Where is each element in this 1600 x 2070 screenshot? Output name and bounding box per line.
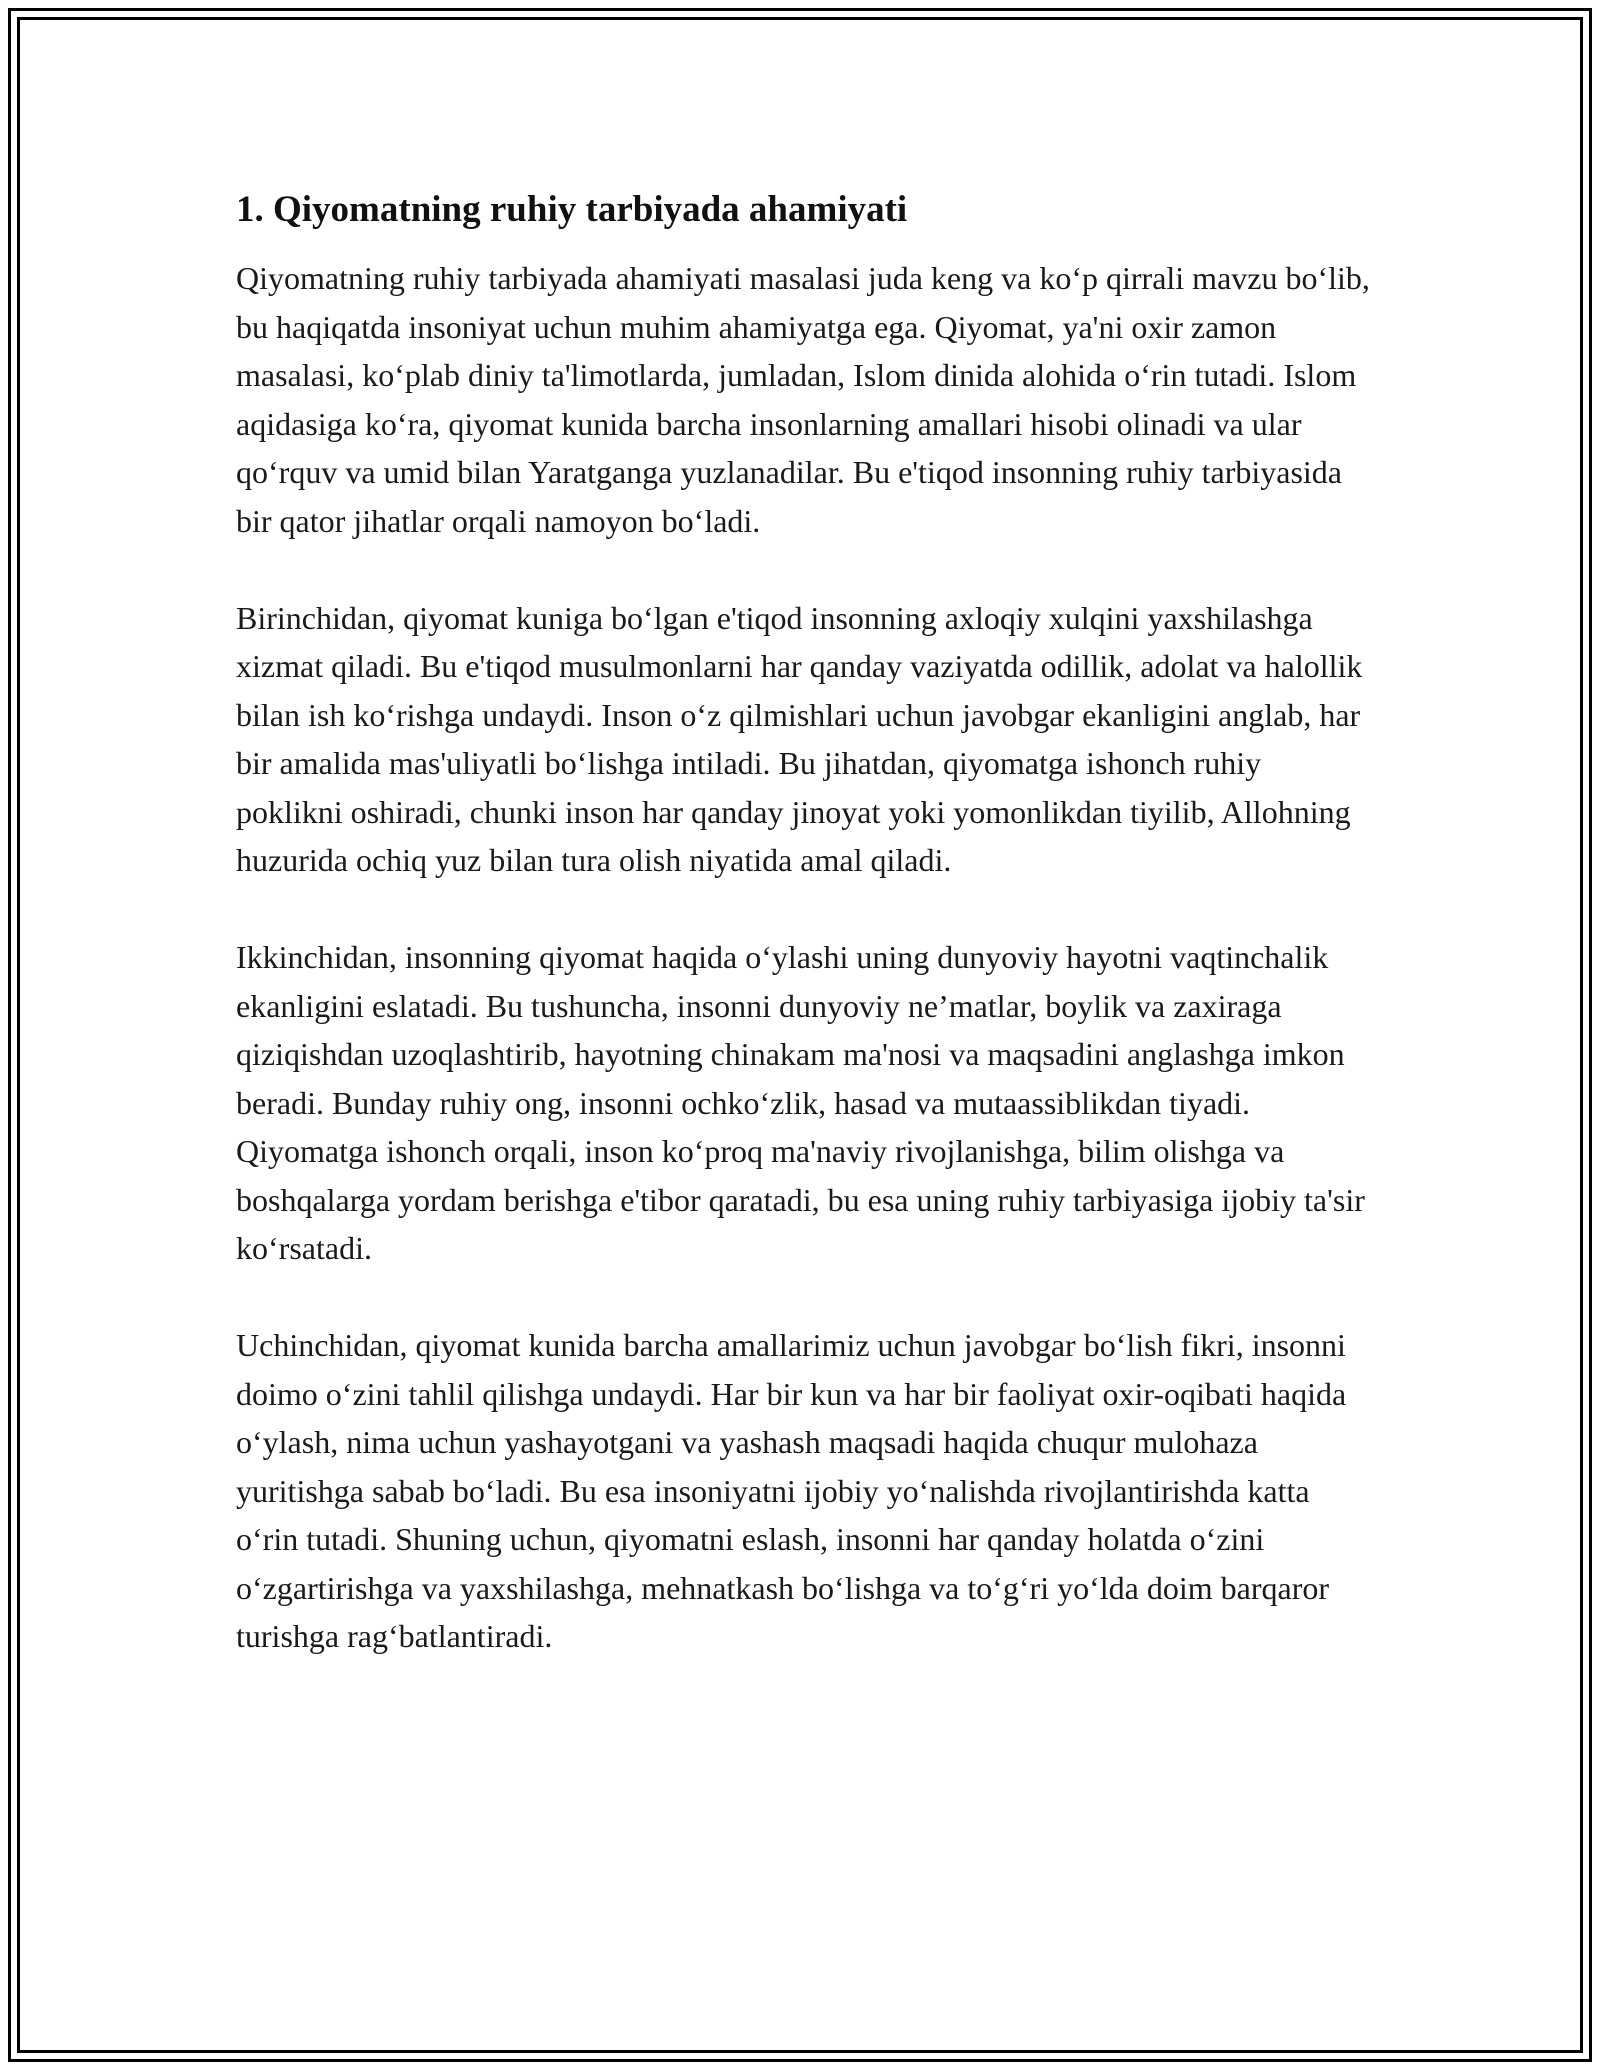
paragraph-2: Birinchidan, qiyomat kuniga bo‘lgan e'tiqod insonning axloqiy xulqini yaxshilashga xizmat qiladi. Bu e'tiqod musulmonlarni har qanday vaziyatda odillik, adolat va halollik bilan ish ko‘rishga undaydi. Inson o‘z qilmishlari uchun javobgar ekanligini anglab, har bir amalida mas'uliyatli bo‘lishga intiladi. Bu jihatdan, qiyomatga ishonch ruhiy poklikni oshiradi, chunki inson har qanday jinoyat yoki yomonlikdan tiyilib, Allohning huzurida ochiq yuz bilan tura olish niyatida amal qiladi. [236, 599, 1363, 878]
paragraph-4: Uchinchidan, qiyomat kunida barcha amallarimiz uchun javobgar bo‘lish fikri, insonni doimo o‘zini tahlil qilishga undaydi. Har bir kun va har bir faoliyat oxir-oqibati haqida o‘ylash, nima uchun yashayotgani va yashash maqsadi haqida chuqur mulohaza yuritishga sabab bo‘ladi. Bu esa insoniyatni ijobiy yo‘nalishda rivojlantirishda katta o‘rin tutadi. Shuning uchun, qiyomatni eslash, insonni har qanday holatda o‘zini o‘zgartirishga va yaxshilashga, mehnatkash bo‘lishga va to‘g‘ri yo‘lda doim barqaror turishga rag‘batlantiradi. [236, 1327, 1347, 1654]
paragraph-3: Ikkinchidan, insonning qiyomat haqida o‘ylashi uning dunyoviy hayotni vaqtinchalik ekanligini eslatadi. Bu tushuncha, insonni dunyoviy ne’matlar, boylik va zaxiraga qiziqishdan uzoqlashtirib, hayotning chinakam ma'nosi va maqsadini anglashga imkon beradi. Bunday ruhiy ong, insonni ochko‘zlik, hasad va mutaassiblikdan tiyadi. Qiyomatga ishonch orqali, inson ko‘proq ma'naviy rivojlanishga, bilim olishga va boshqalarga yordam berishga e'tibor qaratadi, bu esa uning ruhiy tarbiyasiga ijobiy ta'sir ko‘rsatadi. [236, 939, 1365, 1266]
document-body [236, 186, 1371, 1709]
paragraph-1: Qiyomatning ruhiy tarbiyada ahamiyati masalasi juda keng va ko‘p qirrali mavzu bo‘lib, bu haqiqatda insoniyat uchun muhim ahamiyatga ega. Qiyomat, ya'ni oxir zamon masalasi, ko‘plab diniy ta'limotlarda, jumladan, Islom dinida alohida o‘rin tutadi. Islom aqidasiga ko‘ra, qiyomat kunida barcha insonlarning amallari hisobi olinadi va ular qo‘rquv va umid bilan Yaratganga yuzlanadilar. Bu e'tiqod insonning ruhiy tarbiyasida bir qator jihatlar orqali namoyon bo‘ladi. [236, 260, 1370, 539]
section-heading: 1. Qiyomatning ruhiy tarbiyada ahamiyati [236, 189, 908, 230]
